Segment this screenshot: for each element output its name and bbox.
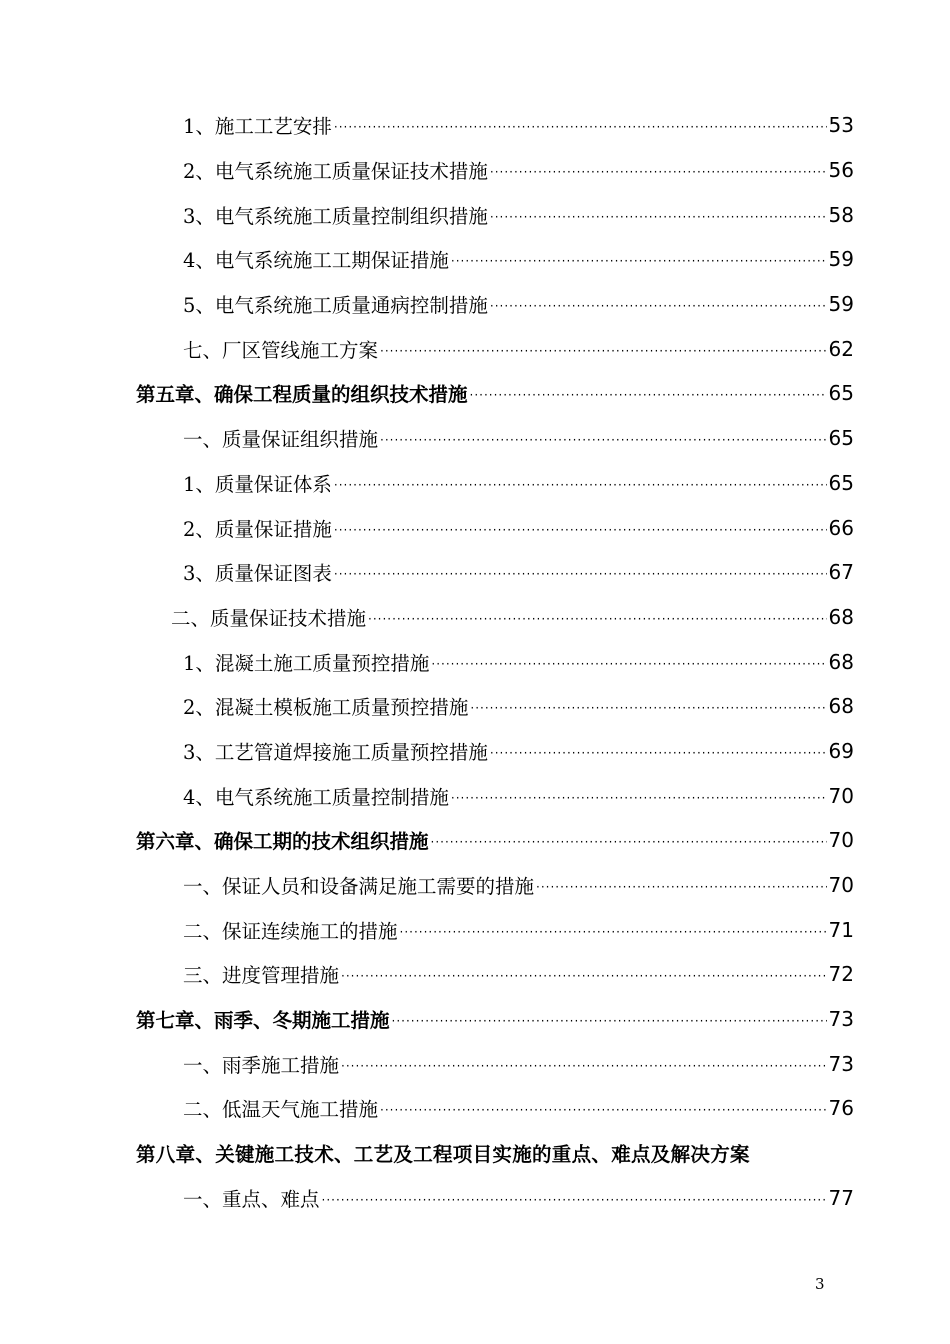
table-of-contents: [0, 103, 950, 1220]
page-number: 3: [815, 1275, 825, 1293]
toc-chapter-entry[interactable]: [0, 997, 950, 1042]
toc-entry-page: 53: [828, 113, 854, 138]
dot-leader: [341, 1059, 827, 1073]
toc-entry-title: 2、电气系统施工质量保证技术措施: [183, 160, 488, 184]
toc-entry[interactable]: [0, 282, 950, 327]
toc-entry[interactable]: [0, 326, 950, 371]
toc-entry-page: 58: [828, 202, 854, 227]
toc-entry-title: 3、电气系统施工质量控制组织措施: [183, 204, 488, 228]
toc-entry-title: 第五章、确保工程质量的组织技术措施: [136, 383, 468, 407]
toc-entry-page: 66: [828, 515, 854, 540]
toc-entry-title: 3、质量保证图表: [183, 562, 332, 586]
toc-entry[interactable]: [0, 550, 950, 595]
toc-entry-page: 68: [828, 694, 854, 719]
toc-entry[interactable]: [0, 461, 950, 506]
toc-entry-title: 一、雨季施工措施: [183, 1053, 340, 1077]
toc-entry-page: 62: [828, 336, 854, 361]
toc-entry-page: 73: [828, 1051, 854, 1076]
toc-entry-title: 1、质量保证体系: [183, 472, 332, 496]
toc-entry-page: 77: [828, 1185, 854, 1210]
toc-entry-page: 56: [828, 158, 854, 183]
dot-leader: [470, 388, 827, 402]
toc-entry-title: 三、进度管理措施: [183, 964, 340, 988]
toc-chapter-entry[interactable]: [0, 1131, 950, 1176]
dot-leader: [368, 612, 827, 626]
toc-entry-title: 一、重点、难点: [183, 1187, 320, 1211]
toc-entry-page: 69: [828, 738, 854, 763]
toc-entry-page: 65: [828, 381, 854, 406]
dot-leader: [431, 657, 826, 671]
toc-entry[interactable]: [0, 684, 950, 729]
toc-entry-page: 70: [828, 783, 854, 808]
dot-leader: [490, 210, 827, 224]
dot-leader: [322, 1193, 827, 1207]
dot-leader: [536, 880, 827, 894]
dot-leader: [490, 746, 827, 760]
dot-leader: [334, 523, 827, 537]
toc-entry[interactable]: [0, 639, 950, 684]
dot-leader: [400, 925, 827, 939]
dot-leader: [334, 120, 827, 134]
toc-entry-page: 59: [828, 292, 854, 317]
dot-leader: [341, 969, 827, 983]
toc-entry-title: 2、混凝土模板施工质量预控措施: [183, 696, 469, 720]
toc-entry-title: 4、电气系统施工质量控制措施: [183, 785, 449, 809]
toc-entry-page: 68: [828, 604, 854, 629]
toc-entry-page: 65: [828, 426, 854, 451]
toc-entry-title: 第八章、关键施工技术、工艺及工程项目实施的重点、难点及解决方案: [136, 1143, 750, 1167]
toc-entry-title: 3、工艺管道焊接施工质量预控措施: [183, 740, 488, 764]
toc-entry-title: 5、电气系统施工质量通病控制措施: [183, 294, 488, 318]
toc-entry-title: 第七章、雨季、冬期施工措施: [136, 1009, 390, 1033]
toc-entry[interactable]: [0, 237, 950, 282]
dot-leader: [451, 791, 827, 805]
toc-entry-page: 67: [828, 560, 854, 585]
toc-entry[interactable]: [0, 952, 950, 997]
toc-entry-page: 70: [828, 828, 854, 853]
toc-chapter-entry[interactable]: [0, 818, 950, 863]
dot-leader: [380, 1103, 827, 1117]
toc-entry-title: 二、质量保证技术措施: [171, 606, 367, 630]
toc-entry-title: 1、施工工艺安排: [183, 115, 332, 139]
toc-chapter-entry[interactable]: [0, 371, 950, 416]
dot-leader: [380, 344, 827, 358]
toc-entry-title: 1、混凝土施工质量预控措施: [183, 651, 430, 675]
toc-entry[interactable]: [0, 1176, 950, 1221]
dot-leader: [470, 701, 826, 715]
toc-entry[interactable]: [0, 148, 950, 193]
toc-entry[interactable]: [0, 595, 950, 640]
toc-entry-title: 二、低温天气施工措施: [183, 1098, 379, 1122]
toc-entry[interactable]: [0, 1086, 950, 1131]
dot-leader: [334, 567, 827, 581]
toc-entry[interactable]: [0, 416, 950, 461]
toc-entry-page: 59: [828, 247, 854, 272]
toc-entry-title: 二、保证连续施工的措施: [183, 919, 398, 943]
dot-leader: [431, 835, 827, 849]
dot-leader: [451, 254, 827, 268]
toc-entry[interactable]: [0, 729, 950, 774]
toc-entry[interactable]: [0, 505, 950, 550]
toc-entry-page: 73: [828, 1007, 854, 1032]
toc-entry-title: 4、电气系统施工工期保证措施: [183, 249, 449, 273]
toc-entry-title: 第六章、确保工期的技术组织措施: [136, 830, 429, 854]
toc-entry-page: 72: [828, 962, 854, 987]
dot-leader: [490, 299, 827, 313]
toc-entry[interactable]: [0, 863, 950, 908]
toc-entry-title: 一、质量保证组织措施: [183, 428, 379, 452]
toc-entry-page: 76: [828, 1096, 854, 1121]
toc-entry-page: 71: [828, 917, 854, 942]
toc-entry-page: 65: [828, 470, 854, 495]
dot-leader: [490, 165, 827, 179]
toc-entry-title: 一、保证人员和设备满足施工需要的措施: [183, 875, 535, 899]
toc-entry[interactable]: [0, 773, 950, 818]
dot-leader: [392, 1014, 827, 1028]
toc-entry-page: 68: [828, 649, 854, 674]
dot-leader: [334, 478, 827, 492]
toc-entry[interactable]: [0, 907, 950, 952]
toc-entry-page: 70: [828, 873, 854, 898]
toc-entry[interactable]: [0, 103, 950, 148]
toc-entry[interactable]: [0, 192, 950, 237]
toc-entry-title: 七、厂区管线施工方案: [183, 338, 379, 362]
toc-entry[interactable]: [0, 1041, 950, 1086]
dot-leader: [380, 433, 827, 447]
toc-entry-title: 2、质量保证措施: [183, 517, 332, 541]
